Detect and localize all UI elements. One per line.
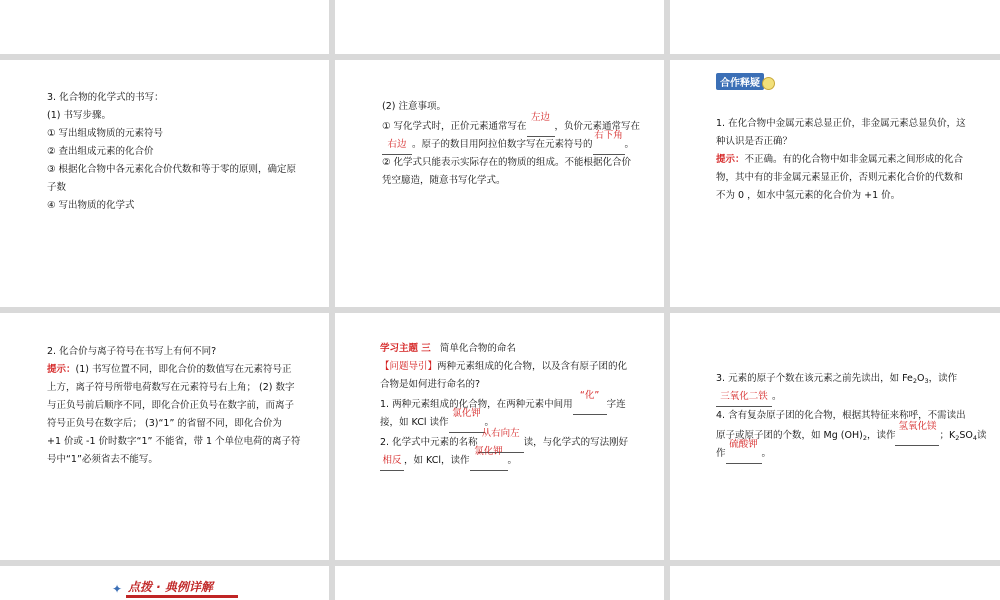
answer-text: 相反	[380, 452, 404, 471]
text-span: 读，与化学式的写法刚好	[523, 437, 629, 448]
answer-blank	[895, 421, 939, 446]
subscript: 3	[924, 377, 929, 385]
hint-text	[47, 361, 292, 379]
slide-12	[670, 566, 1000, 600]
text-line	[716, 388, 782, 407]
cooperation-badge: 合作释疑	[716, 73, 764, 90]
text-span: ；K	[939, 430, 956, 441]
text-line	[380, 390, 626, 415]
answer-text: 左边	[531, 112, 551, 123]
section-logo: 点拨 · 典例详解	[128, 580, 213, 594]
answer-text: “化”	[579, 390, 600, 401]
slide-2	[335, 0, 664, 54]
guide-text: 合物是如何进行命名的?	[380, 379, 481, 390]
text-span: 。	[507, 455, 518, 466]
question-text: 种认识是否正确？	[716, 136, 793, 147]
guide-text	[380, 358, 627, 376]
topic-title	[380, 340, 516, 358]
subscript: 2	[912, 377, 918, 385]
answer-blank	[593, 130, 625, 155]
text-span: 。	[772, 391, 782, 402]
answer-text: 氯化钾	[474, 446, 503, 457]
slide-4	[0, 60, 329, 307]
text-line: 4. 含有复杂原子团的化合物，根据其特征来称呼，不需读出	[716, 410, 966, 421]
text-span: 字连	[606, 399, 626, 410]
hint-text: 不为 0 ，如水中氢元素的化合价为 +1 价。	[716, 190, 901, 201]
question-text: 2. 化合价与离子符号在书写上有何不同?	[47, 346, 217, 357]
text-line: ④ 写出物质的化学式	[47, 200, 135, 211]
text-span: 接，如 KCl 读作	[380, 417, 449, 428]
text-line: (2) 注意事项。	[382, 101, 446, 112]
hint-text: 上方，离子符号所带电荷数写在元素符号右上角； (2) 数字	[47, 382, 295, 393]
subscript: 2	[862, 434, 867, 442]
section-heading: 3. 化合物的化学式的书写：	[47, 92, 164, 103]
slide-7	[0, 313, 329, 560]
slide-1	[0, 0, 329, 54]
text-span: SO	[959, 430, 973, 441]
answer-text: 硫酸钾	[729, 439, 758, 450]
answer-text: 三氧化二铁	[716, 388, 772, 407]
text-span: (1) 书写位置不同，即化合价的数值写在元素符号正	[75, 364, 292, 375]
slide-3	[670, 0, 1000, 54]
answer-blank	[470, 446, 508, 471]
text-span: 不正确。有的化合物中如非金属元素之间形成的化合	[744, 154, 964, 165]
text-line	[716, 370, 957, 390]
hint-label: 提示：	[716, 154, 745, 165]
text-span: O	[917, 373, 925, 384]
slide-9	[670, 313, 1000, 560]
text-line: 凭空臆造，随意书写化学式。	[382, 175, 506, 186]
answer-text: 右下角	[594, 130, 623, 141]
text-span: 1. 两种元素组成的化合物，在两种元素中间用	[380, 399, 573, 410]
text-line: (1) 书写步骤。	[47, 110, 111, 121]
guide-label: 【问题导引】	[380, 361, 438, 372]
answer-blank	[527, 112, 555, 137]
text-line: ② 化学式只能表示实际存在的物质的组成。不能根据化合价	[382, 157, 632, 168]
text-line	[380, 446, 518, 471]
hint-text: 与正负号前后顺序不同，即化合价正负号在数字前，而离子	[47, 400, 295, 411]
text-line	[716, 439, 772, 464]
text-span: 。	[624, 139, 635, 150]
hint-text: 符号正负号在数字后； (3)“1” 的省留不同，即化合价为	[47, 418, 282, 429]
text-span: ，读作	[866, 430, 896, 441]
logo-underline	[126, 595, 238, 598]
badge-decoration-icon	[762, 77, 775, 90]
slide-11	[335, 566, 664, 600]
text-span: 3. 元素的原子个数在该元素之前先读出，如 Fe	[716, 373, 913, 384]
subscript: 4	[972, 434, 977, 442]
text-span: 2. 化学式中元素的名称	[380, 437, 478, 448]
star-icon: ✦	[112, 582, 123, 596]
text-span: 原子或原子团的个数，如 Mg (OH)	[716, 430, 863, 441]
text-span: 两种元素组成的化合物，以及含有原子团的化	[437, 361, 628, 372]
text-span: 读	[977, 430, 987, 441]
text-line: 子数	[47, 182, 67, 193]
slide-6	[670, 60, 1000, 307]
text-span: 。	[484, 417, 495, 428]
text-span: 作	[716, 448, 726, 459]
hint-text: 号中“1”必须省去不能写。	[47, 454, 158, 465]
answer-blank	[573, 390, 607, 415]
text-line: ① 写出组成物质的元素符号	[47, 128, 164, 139]
answer-text: 氯化钾	[452, 408, 481, 419]
text-span: 。原子的数目用阿拉伯数字写在元素符号的	[412, 139, 593, 150]
question-text: 1. 在化合物中金属元素总显正价，非金属元素总显负价，这	[716, 118, 966, 129]
slide-10	[0, 566, 329, 600]
text-line: ② 查出组成元素的化合价	[47, 146, 154, 157]
text-span: ，如 KCl，读作	[404, 455, 470, 466]
topic-name: 简单化合物的命名	[439, 343, 516, 354]
hint-text: 物，其中有的非金属元素显正价，否则元素化合价的代数和	[716, 172, 964, 183]
answer-text: 右边	[382, 136, 412, 155]
answer-text: 从右向左	[481, 428, 520, 439]
hint-label: 提示：	[47, 364, 76, 375]
slide-8	[335, 313, 664, 560]
text-line: ③ 根据化合物中各元素化合价代数和等于零的原则，确定原	[47, 164, 297, 175]
text-span: 。	[761, 448, 772, 459]
text-span: ① 写化学式时，正价元素通常写在	[382, 121, 527, 132]
text-span: ，负价元素通常写在	[554, 121, 641, 132]
text-line	[382, 130, 635, 155]
hint-text	[716, 151, 963, 169]
answer-blank	[726, 439, 762, 464]
hint-text: +1 价或 -1 价时数字“1” 不能省，带 1 个单位电荷的离子符	[47, 436, 301, 447]
topic-number: 学习主题 三	[380, 343, 431, 354]
slide-5	[335, 60, 664, 307]
subscript: 2	[955, 434, 960, 442]
text-span: ，读作	[928, 373, 958, 384]
answer-text: 氢氧化镁	[898, 421, 937, 432]
